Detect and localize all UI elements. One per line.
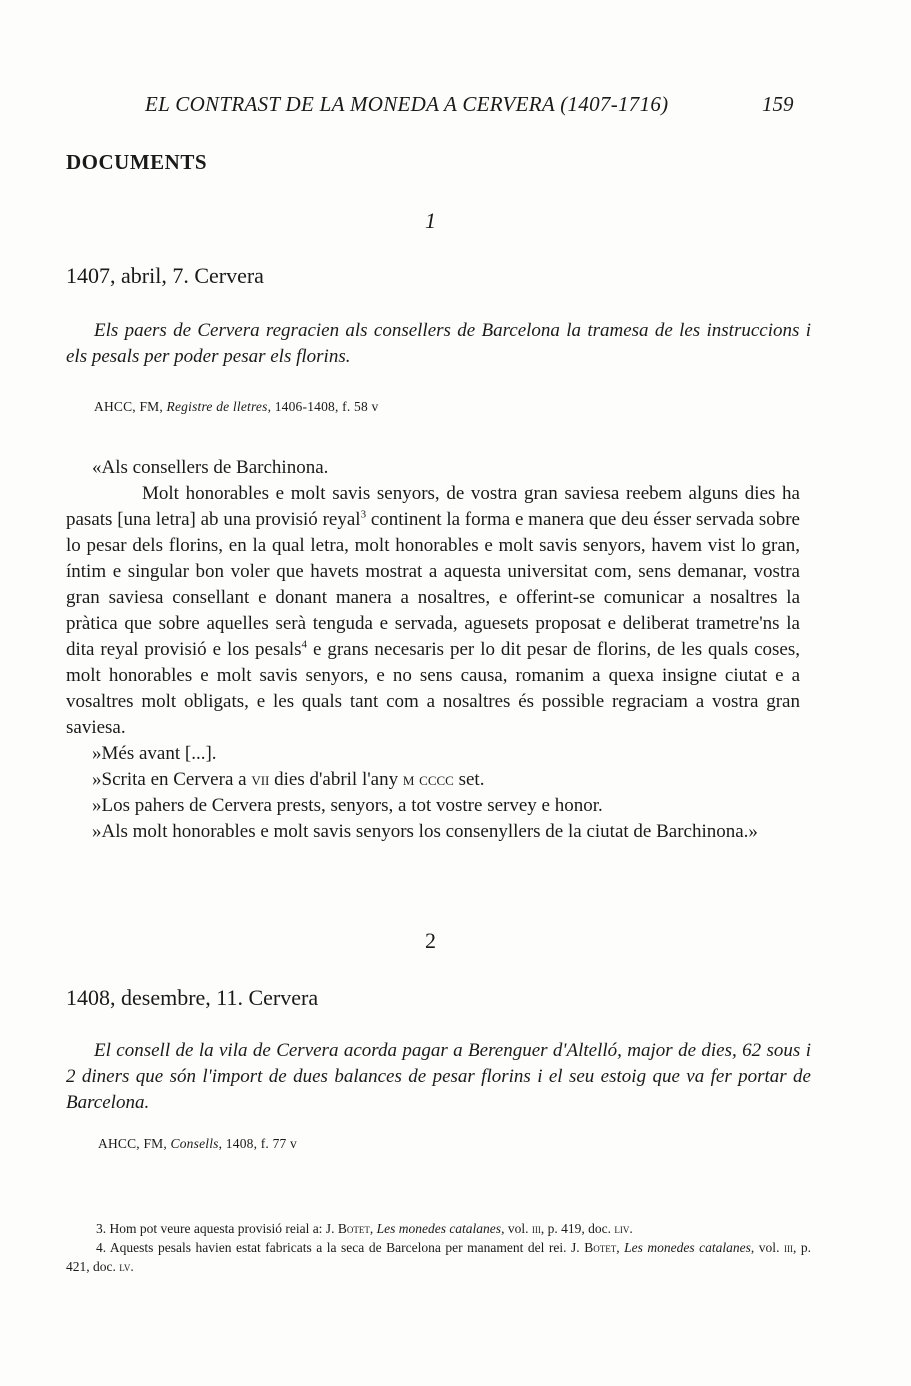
document-number-2: 2 — [425, 928, 436, 953]
footnote-3: 3. Hom pot veure aquesta provisió reial a: J. Botet, Les monedes catalanes, vol. iii, p. 419, doc. liv. — [96, 1221, 633, 1236]
footnote-ref-4[interactable]: 4 — [301, 638, 307, 651]
running-title: EL CONTRAST DE LA MONEDA A CERVERA (1407-1716) — [145, 92, 669, 116]
dating-line: »Scrita en Cervera a vii dies d'abril l'any m cccc set. — [92, 769, 485, 790]
document-summary-2: El consell de la vila de Cervera acorda pagar a Berenguer d'Altelló, major de dies, 62 sous i 2 diners que són l'import de dues balances de pesar florins i el seu estoig que va fer portar de Barcelona. — [66, 1040, 811, 1113]
source-title: Consells — [170, 1136, 219, 1151]
document-summary-1: Els paers de Cervera regracien als consellers de Barcelona la tramesa de les instruccions i els pesals per poder pesar els florins. — [66, 320, 811, 367]
salutation: «Als consellers de Barchinona. — [92, 457, 329, 478]
document-date-1: 1407, abril, 7. Cervera — [66, 263, 264, 288]
document-source-1 — [94, 399, 378, 415]
document-date-2: 1408, desembre, 11. Cervera — [66, 985, 319, 1010]
letter-body: Molt honorables e molt savis senyors, de vostra gran saviesa reebem alguns dies ha pasats [una letra] ab una provisió reyal$^3$ continent la forma e manera que deu ésser servada sobre lo pesar dels florins, en la qual letra, molt honorables e molt savis senyors, havem vist lo gran, íntim e singular bon voler que havets mostrat a aquesta universitat com, sens demanar, vostra gran saviesa consellant e donant manera a nosaltres, e offerint-se comunicar a nosaltres la pràtica que sobre aquelles serà tenguda e servada, aguesets proposat e deliberat trametre'ns la dita reyal provisió e los pesals$^4$ e grans necesaris per lo dit pesar de florins, de les quals coses, molt honorables e molt savis senyors, e no sens causa, romanim a quexa insigne ciutat e a vosaltres molt obligats, e les quals tant com a nosaltres és possible regraciam a vostra gran saviesa. — [66, 483, 800, 738]
document-number-1: 1 — [425, 208, 436, 233]
source-title: Registre de lletres — [166, 399, 268, 414]
signature-line: »Los pahers de Cervera prests, senyors, a tot vostre servey e honor. — [92, 795, 603, 816]
footnote-4: 4. Aquests pesals havien estat fabricats a la seca de Barcelona per manament del rei. J. Botet, Les monedes catalanes, vol. iii, p. 421, doc. lv. — [66, 1240, 811, 1274]
source-archive: AHCC, FM, — [98, 1136, 167, 1151]
footnote-ref-3[interactable]: 3 — [360, 508, 367, 521]
page-number: 159 — [762, 92, 794, 116]
source-folio: , 1408, f. 77 v — [218, 1136, 298, 1151]
source-archive: AHCC, FM, — [94, 399, 163, 414]
source-folio: , 1406-1408, f. 58 v — [267, 399, 379, 414]
mes-avant-line: »Més avant [...]. — [92, 743, 217, 764]
address-line: »Als molt honorables e molt savis senyors los consenyllers de la ciutat de Barchinona.» — [92, 821, 758, 842]
document-transcription-1 — [66, 455, 800, 845]
footnotes — [66, 1219, 811, 1276]
document-source-2 — [98, 1136, 297, 1152]
section-title: DOCUMENTS — [66, 150, 208, 174]
